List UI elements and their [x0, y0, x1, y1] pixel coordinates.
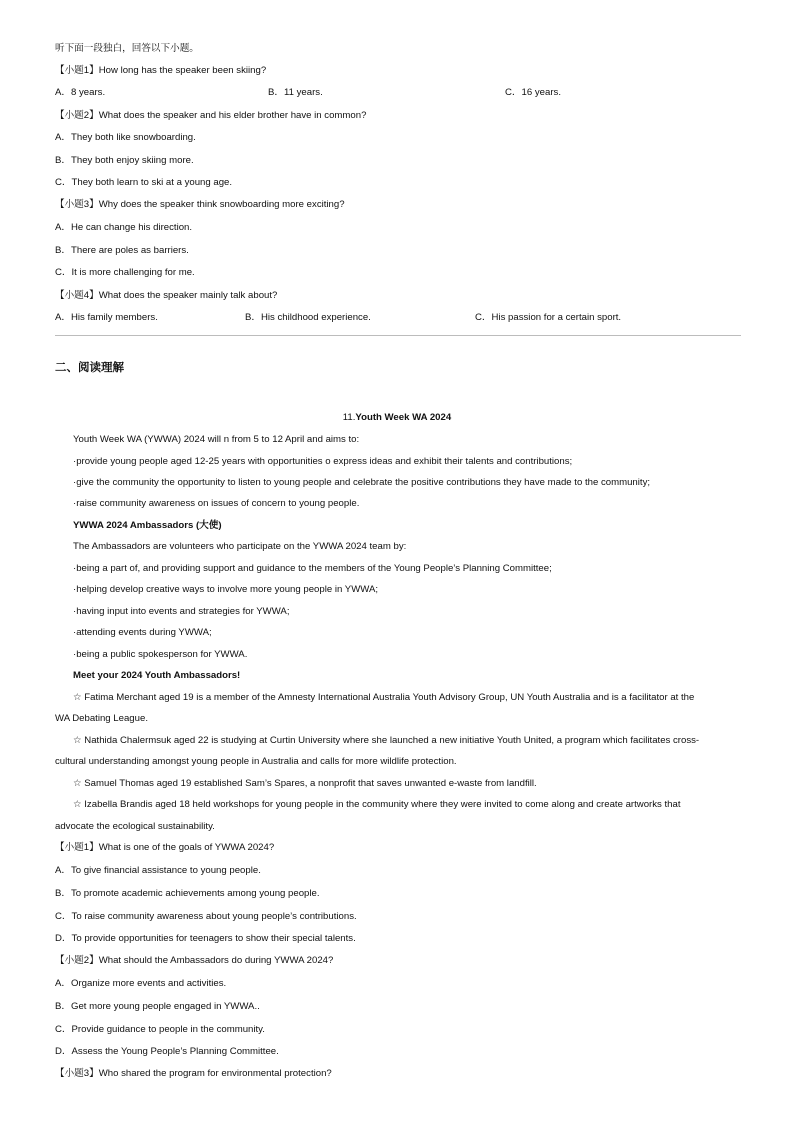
passage-number: 11.	[342, 412, 356, 423]
question-stem: 【小题1】How long has the speaker been skiing?	[55, 65, 267, 76]
ambassador-entry-cont: advocate the ecological sustainability.	[55, 821, 215, 832]
duty-item: ·being a part of, and providing support and guidance to the members of the Young People’s Planning Committee;	[73, 563, 552, 574]
aim-item: ·raise community awareness on issues of concern to young people.	[73, 498, 360, 509]
duty-item: ·being a public spokesperson for YWWA.	[73, 649, 248, 660]
duty-item: ·having input into events and strategies for YWWA;	[73, 606, 290, 617]
option-b: B．They both enjoy skiing more.	[55, 155, 194, 166]
aim-item: ·give the community the opportunity to listen to young people and celebrate the positive contributions they have made to the community;	[73, 477, 651, 488]
aim-item: ·provide young people aged 12-25 years with opportunities o express ideas and exhibit their talents and contributions;	[73, 456, 573, 467]
passage-title	[0, 412, 794, 424]
option-a: A．His family members.	[55, 312, 158, 323]
question-stem: 【小题2】What does the speaker and his elder brother have in common?	[55, 110, 367, 121]
question-stem: 【小题1】What is one of the goals of YWWA 2024?	[55, 842, 275, 853]
option-c: C．They both learn to ski at a young age.	[55, 177, 233, 188]
duty-item: ·helping develop creative ways to involve more young people in YWWA;	[73, 584, 379, 595]
passage-paragraph: Youth Week WA (YWWA) 2024 will n from 5 to 12 April and aims to:	[73, 434, 360, 445]
ambassador-entry: ☆ Nathida Chalermsuk aged 22 is studying at Curtin University where she launched a new initiative Youth United, a program which facilitates cross-	[73, 735, 700, 746]
option-c: C．16 years.	[505, 87, 561, 98]
passage-title-text: Youth Week WA 2024	[355, 412, 452, 423]
option-a: A．He can change his direction.	[55, 222, 193, 233]
listening-intro: 听下面一段独白，回答以下小题。	[55, 43, 199, 54]
ambassador-entry: ☆ Samuel Thomas aged 19 established Sam’s Spares, a nonprofit that saves unwanted e-waste from landfill.	[73, 778, 537, 789]
ambassadors-heading: YWWA 2024 Ambassadors (大使)	[73, 520, 222, 531]
option-b: B．His childhood experience.	[245, 312, 371, 323]
option-c: C．To raise community awareness about young people’s contributions.	[55, 911, 357, 922]
option-a: A．To give financial assistance to young people.	[55, 865, 261, 876]
ambassador-entry-cont: WA Debating League.	[55, 713, 148, 724]
option-c: C．It is more challenging for me.	[55, 267, 195, 278]
option-b: B．Get more young people engaged in YWWA..	[55, 1001, 260, 1012]
duty-item: ·attending events during YWWA;	[73, 627, 212, 638]
section-divider	[55, 335, 741, 336]
option-c: C．His passion for a certain sport.	[475, 312, 622, 323]
question-stem: 【小题3】Who shared the program for environmental protection?	[55, 1068, 332, 1079]
option-b: B．11 years.	[268, 87, 323, 98]
passage-paragraph: The Ambassadors are volunteers who participate on the YWWA 2024 team by:	[73, 541, 407, 552]
ambassador-entry: ☆ Fatima Merchant aged 19 is a member of the Amnesty International Australia Youth Advisory Group, UN Youth Australia and is a facilitator at the	[73, 692, 695, 703]
option-a: A．Organize more events and activities.	[55, 978, 227, 989]
option-b: B．To promote academic achievements among young people.	[55, 888, 320, 899]
option-a: A．8 years.	[55, 87, 106, 98]
option-a: A．They both like snowboarding.	[55, 132, 196, 143]
ambassador-entry-cont: cultural understanding amongst young people in Australia and calls for more wildlife protection.	[55, 756, 457, 767]
ambassador-entry: ☆ Izabella Brandis aged 18 held workshops for young people in the community where they were invited to come along and create artworks that	[73, 799, 681, 810]
option-d: D．To provide opportunities for teenagers to show their special talents.	[55, 933, 356, 944]
meet-heading: Meet your 2024 Youth Ambassadors!	[73, 670, 241, 681]
option-c: C．Provide guidance to people in the community.	[55, 1024, 265, 1035]
question-stem: 【小题4】What does the speaker mainly talk about?	[55, 290, 278, 301]
option-d: D．Assess the Young People’s Planning Committee.	[55, 1046, 279, 1057]
question-stem: 【小题3】Why does the speaker think snowboarding more exciting?	[55, 199, 345, 210]
question-stem: 【小题2】What should the Ambassadors do during YWWA 2024?	[55, 955, 334, 966]
option-b: B．There are poles as barriers.	[55, 245, 189, 256]
section-heading: 二、阅读理解	[55, 360, 124, 374]
